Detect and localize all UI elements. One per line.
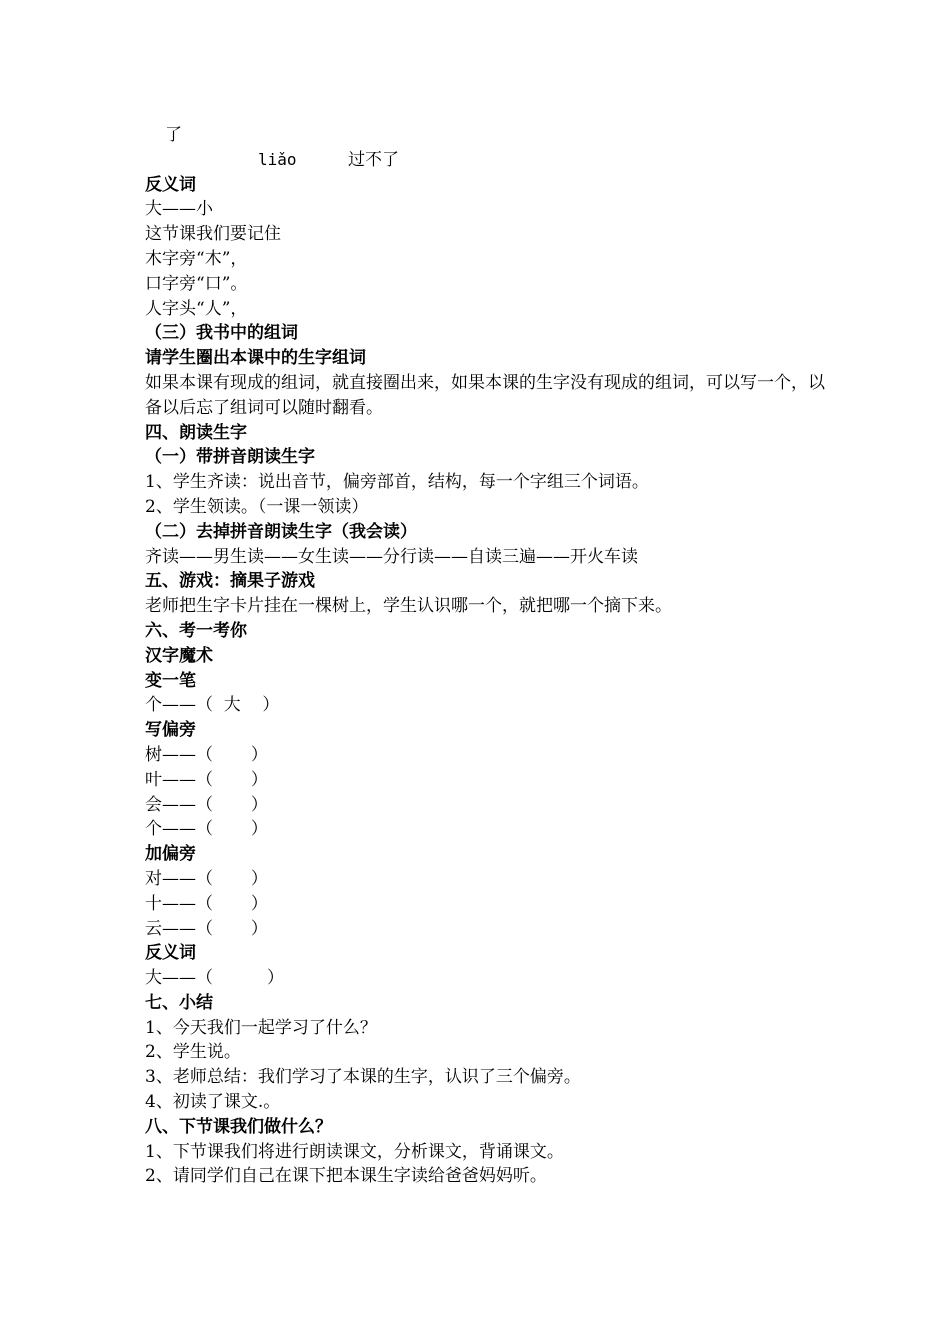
write-radical-item: 会——（ ） — [145, 794, 268, 815]
section-5-heading: 五、游戏：摘果子游戏 — [145, 571, 315, 592]
write-radical-heading: 写偏旁 — [145, 720, 196, 741]
section-3-subheading: 请学生圈出本课中的生字组词 — [145, 348, 366, 369]
section-3-paragraph: 如果本课有现成的组词，就直接圈出来，如果本课的生字没有现成的组词，可以写一个，以备以后忘了组词可以随时翻看。 — [145, 372, 825, 418]
summary-item: 3、老师总结：我们学习了本课的生字，认识了三个偏旁。 — [145, 1067, 581, 1088]
section-6-heading: 六、考一考你 — [145, 620, 247, 641]
add-radical-item: 对——（ ） — [145, 868, 268, 889]
write-radical-item: 个——（ ） — [145, 819, 268, 840]
magic-heading: 汉字魔术 — [145, 645, 213, 666]
radical-item: 木字旁“木”， — [145, 248, 248, 269]
change-stroke-item: 个——（ 大 ） — [145, 695, 280, 716]
section-4-part1-heading: （一）带拼音朗读生字 — [145, 447, 315, 468]
quiz-antonym-heading: 反义词 — [145, 943, 196, 964]
section-4-part2-heading: （二）去掉拼音朗读生字（我会读） — [145, 521, 417, 542]
section-7-heading: 七、小结 — [145, 992, 213, 1013]
section-4-heading: 四、朗读生字 — [145, 422, 247, 443]
antonym-example: 大——小 — [145, 199, 213, 220]
section-4-item: 2、学生领读。（一课一领读） — [145, 496, 369, 517]
summary-item: 2、学生说。 — [145, 1042, 241, 1063]
radical-item: 口字旁“口”。 — [145, 273, 248, 294]
character-le: 了 — [165, 125, 182, 145]
word-guobuliao: 过不了 — [348, 149, 399, 170]
summary-item: 1、今天我们一起学习了什么？ — [145, 1017, 377, 1038]
write-radical-item: 树——（ ） — [145, 744, 268, 765]
section-4-part2-text: 齐读——男生读——女生读——分行读——自读三遍——开火车读 — [145, 546, 638, 567]
section-5-text: 老师把生字卡片挂在一棵树上，学生认识哪一个，就把哪一个摘下来。 — [145, 596, 672, 617]
next-lesson-item: 1、下节课我们将进行朗读课文，分析课文，背诵课文。 — [145, 1141, 564, 1162]
add-radical-item: 云——（ ） — [145, 918, 268, 939]
document-body — [145, 123, 825, 1189]
quiz-antonym-item: 大——（ ） — [145, 968, 285, 989]
pinyin-row — [145, 148, 825, 173]
next-lesson-item: 2、请同学们自己在课下把本课生字读给爸爸妈妈听。 — [145, 1166, 547, 1187]
summary-item: 4、初读了课文.。 — [145, 1092, 281, 1113]
antonym-heading: 反义词 — [145, 174, 196, 195]
section-3-heading: （三）我书中的组词 — [145, 323, 298, 344]
add-radical-item: 十——（ ） — [145, 893, 268, 914]
section-8-heading: 八、下节课我们做什么？ — [145, 1116, 332, 1137]
write-radical-item: 叶——（ ） — [145, 769, 268, 790]
pinyin-liao: liǎo — [258, 149, 297, 169]
add-radical-heading: 加偏旁 — [145, 844, 196, 865]
remember-intro: 这节课我们要记住 — [145, 224, 281, 245]
radical-item: 人字头“人”， — [145, 298, 248, 319]
section-4-item: 1、学生齐读：说出音节，偏旁部首，结构，每一个字组三个词语。 — [145, 472, 649, 493]
change-stroke-heading: 变一笔 — [145, 670, 196, 691]
